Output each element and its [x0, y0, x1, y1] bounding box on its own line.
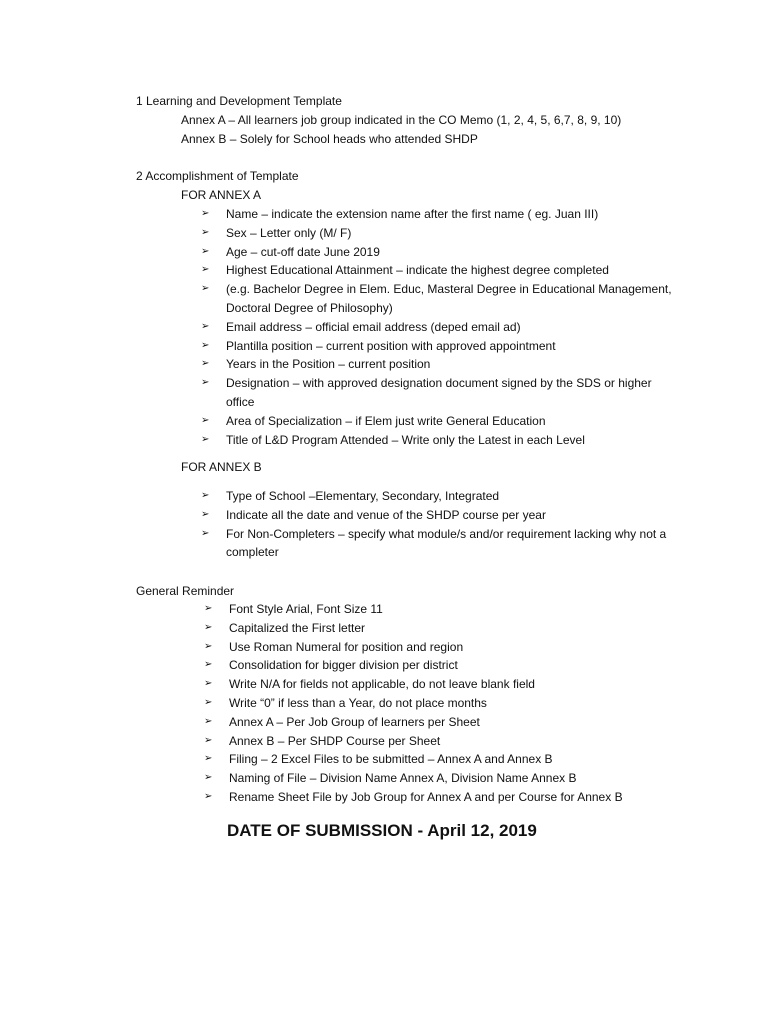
- section-2-heading: 2 Accomplishment of Template: [136, 169, 299, 183]
- list-item: [201, 374, 681, 412]
- arrow-bullet-icon: ➢: [201, 358, 210, 370]
- list-item-text: Write N/A for fields not applicable, do not leave blank field: [229, 677, 535, 692]
- arrow-bullet-icon: ➢: [201, 208, 210, 219]
- arrow-bullet-icon: ➢: [204, 659, 213, 671]
- list-item: [201, 243, 681, 262]
- annex-a-list: [201, 205, 681, 449]
- arrow-bullet-icon: ➢: [201, 320, 210, 332]
- section-1-annex-b: Annex B – Solely for School heads who attended SHDP: [181, 132, 478, 146]
- list-item: [204, 769, 654, 788]
- list-item-text: Rename Sheet File by Job Group for Annex A and per Course for Annex B: [229, 789, 623, 804]
- list-item: [204, 732, 654, 751]
- annex-b-label: FOR ANNEX B: [181, 460, 262, 474]
- arrow-bullet-icon: ➢: [204, 621, 213, 633]
- list-item-text: Sex – Letter only (M/ F): [226, 225, 352, 240]
- arrow-bullet-icon: ➢: [201, 264, 210, 276]
- list-item: [201, 525, 681, 563]
- list-item-text: Capitalized the First letter: [229, 620, 366, 635]
- list-item: [204, 713, 654, 732]
- arrow-bullet-icon: ➢: [201, 226, 210, 238]
- arrow-bullet-icon: ➢: [201, 414, 210, 426]
- list-item-text: Write “0” if less than a Year, do not place months: [229, 695, 487, 710]
- arrow-bullet-icon: ➢: [201, 433, 210, 445]
- list-item: [201, 506, 681, 525]
- arrow-bullet-icon: ➢: [204, 640, 213, 652]
- list-item-text: Naming of File – Division Name Annex A, Division Name Annex B: [229, 771, 577, 786]
- section-1-heading: 1 Learning and Development Template: [136, 94, 342, 108]
- list-item: [201, 205, 681, 224]
- list-item-text: Designation – with approved designation document signed by the SDS or higher office: [226, 376, 652, 409]
- list-item: [204, 619, 654, 638]
- list-item-text: Annex A – Per Job Group of learners per Sheet: [229, 714, 480, 729]
- list-item: [204, 694, 654, 713]
- list-item: [201, 224, 681, 243]
- list-item: [201, 337, 681, 356]
- list-item-text: Age – cut-off date June 2019: [226, 244, 380, 259]
- list-item-text: Name – indicate the extension name after the first name ( eg. Juan III): [226, 207, 599, 221]
- list-item: [201, 487, 681, 506]
- list-item-text: Type of School –Elementary, Secondary, Integrated: [226, 489, 500, 503]
- arrow-bullet-icon: ➢: [204, 678, 213, 690]
- arrow-bullet-icon: ➢: [201, 377, 210, 389]
- arrow-bullet-icon: ➢: [201, 527, 210, 539]
- arrow-bullet-icon: ➢: [201, 508, 210, 520]
- arrow-bullet-icon: ➢: [204, 753, 213, 765]
- arrow-bullet-icon: ➢: [204, 715, 213, 727]
- arrow-bullet-icon: ➢: [201, 339, 210, 351]
- list-item-text: Email address – official email address (deped email ad): [226, 319, 521, 334]
- list-item: [201, 261, 681, 280]
- list-item: [204, 656, 654, 675]
- list-item-text: Title of L&D Program Attended – Write only the Latest in each Level: [226, 432, 585, 447]
- list-item: [201, 318, 681, 337]
- arrow-bullet-icon: ➢: [204, 603, 213, 614]
- arrow-bullet-icon: ➢: [204, 734, 213, 746]
- list-item-text: Font Style Arial, Font Size 11: [229, 602, 383, 616]
- general-reminder-heading: General Reminder: [136, 584, 235, 598]
- list-item: [201, 280, 681, 318]
- arrow-bullet-icon: ➢: [204, 790, 213, 802]
- list-item: [204, 638, 654, 657]
- annex-a-label: FOR ANNEX A: [181, 188, 262, 202]
- list-item-text: Consolidation for bigger division per district: [229, 658, 458, 673]
- list-item-text: (e.g. Bachelor Degree in Elem. Educ, Masteral Degree in Educational Management, Doctoral Degree of Philosophy): [226, 282, 672, 315]
- section-1-annex-a: Annex A – All learners job group indicated in the CO Memo (1, 2, 4, 5, 6,7, 8, 9, 10): [181, 113, 622, 127]
- arrow-bullet-icon: ➢: [201, 245, 210, 257]
- general-reminder-list: [204, 600, 654, 807]
- list-item: [201, 355, 681, 374]
- list-item: [204, 675, 654, 694]
- list-item: [204, 600, 654, 619]
- arrow-bullet-icon: ➢: [204, 772, 213, 784]
- arrow-bullet-icon: ➢: [201, 283, 210, 295]
- list-item-text: Years in the Position – current position: [226, 357, 431, 372]
- list-item: [201, 431, 681, 450]
- list-item-text: Highest Educational Attainment – indicate the highest degree completed: [226, 263, 609, 278]
- annex-b-list: [201, 487, 681, 562]
- list-item-text: Annex B – Per SHDP Course per Sheet: [229, 733, 441, 748]
- list-item-text: Indicate all the date and venue of the SHDP course per year: [226, 507, 546, 522]
- arrow-bullet-icon: ➢: [204, 696, 213, 708]
- list-item-text: Area of Specialization – if Elem just write General Education: [226, 413, 546, 428]
- list-item-text: Use Roman Numeral for position and region: [229, 639, 464, 654]
- list-item-text: Plantilla position – current position with approved appointment: [226, 338, 556, 353]
- list-item-text: For Non-Completers – specify what module/s and/or requirement lacking why not a completer: [226, 526, 667, 560]
- list-item-text: Filing – 2 Excel Files to be submitted – Annex A and Annex B: [229, 752, 553, 767]
- list-item: [201, 412, 681, 431]
- list-item: [204, 788, 654, 807]
- submission-date: DATE OF SUBMISSION - April 12, 2019: [227, 821, 537, 840]
- arrow-bullet-icon: ➢: [201, 490, 210, 501]
- list-item: [204, 750, 654, 769]
